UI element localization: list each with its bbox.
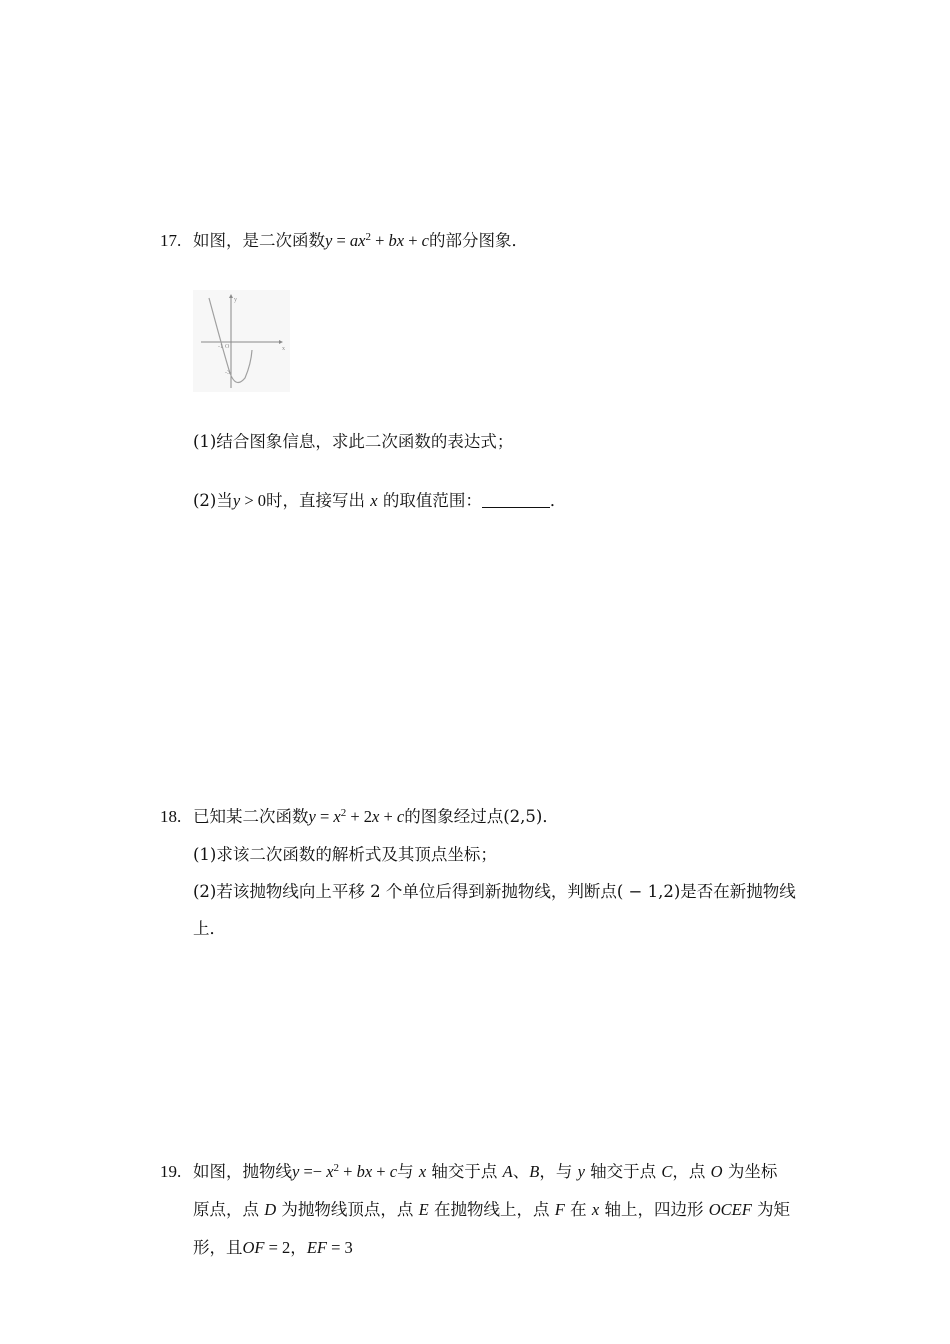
question-stem <box>193 230 528 252</box>
y-axis-label: y <box>234 297 237 303</box>
point-label: A <box>502 1162 513 1181</box>
x-axis-label: x <box>282 346 285 352</box>
question-number: 18. <box>160 807 182 826</box>
text: ，点 <box>672 1162 706 1181</box>
math-op: = 2， <box>264 1238 307 1257</box>
math-var: y <box>232 491 241 510</box>
math-term: c <box>421 231 429 250</box>
sub-question-2-cont: 上． <box>193 919 226 938</box>
text: 轴上，四边形 <box>604 1200 704 1219</box>
question-stem-line-2 <box>193 1199 790 1221</box>
text: 为坐标 <box>727 1162 778 1181</box>
math-var: c <box>396 807 405 826</box>
point-label: D <box>264 1200 277 1219</box>
math-exponent: 2 <box>365 231 371 243</box>
text: 原点，点 <box>193 1200 259 1219</box>
math-var: x <box>326 1162 334 1181</box>
point-label: C <box>661 1162 673 1181</box>
x-tick-label: -1 <box>218 344 223 350</box>
segment-label: OF <box>242 1238 265 1257</box>
text: 如图，抛物线 <box>193 1162 292 1181</box>
math-var: c <box>389 1162 398 1181</box>
math-op: + <box>339 1162 357 1181</box>
question-stem <box>193 806 559 828</box>
text: 轴交于点 <box>590 1162 657 1181</box>
point-label: F <box>554 1200 565 1219</box>
math-op: + <box>370 231 389 250</box>
stem-text: 的图象经过点(2,5)． <box>404 807 559 826</box>
sub-question-1: (1)求该二次函数的解析式及其顶点坐标； <box>193 845 497 864</box>
math-term: ax <box>349 231 366 250</box>
math-op: > 0 <box>240 491 267 510</box>
question-stem-line-1 <box>193 1161 777 1183</box>
sub-question-1: (1)结合图象信息，求此二次函数的表达式； <box>193 432 514 451</box>
math-term: bx <box>356 1162 373 1181</box>
math-op: = <box>332 231 350 250</box>
math-op: + <box>372 1162 390 1181</box>
question-stem-line-3 <box>193 1237 353 1259</box>
y-tick-label: -3 <box>225 370 230 376</box>
math-op: =− <box>299 1162 327 1181</box>
text: ． <box>549 491 567 510</box>
point-label: O <box>710 1162 723 1181</box>
text: (2)当 <box>193 491 233 510</box>
question-number: 19. <box>160 1162 182 1181</box>
math-op: = 3 <box>326 1238 353 1257</box>
text: 的取值范围： <box>382 491 482 510</box>
math-exponent: 2 <box>333 1162 340 1174</box>
math-var: x <box>591 1200 600 1219</box>
math-term: bx <box>388 231 405 250</box>
math-op: + <box>404 231 422 250</box>
text: 与 <box>397 1162 414 1181</box>
text: 形，且 <box>193 1238 243 1257</box>
text: 轴交于点 <box>431 1162 498 1181</box>
point-label: B <box>529 1162 540 1181</box>
math-op: + <box>379 807 397 826</box>
sub-question-2 <box>193 490 566 512</box>
text: 为抛物线顶点，点 <box>281 1200 414 1219</box>
stem-text: 的部分图象． <box>429 231 528 250</box>
parabola-figure <box>193 290 290 392</box>
math-var: x <box>333 807 341 826</box>
text: 在 <box>570 1200 587 1219</box>
math-var: y <box>325 231 333 250</box>
math-var: y <box>292 1162 300 1181</box>
math-op: = <box>315 807 334 826</box>
shape-label: OCEF <box>708 1200 752 1219</box>
math-var: x <box>370 491 378 510</box>
math-var: x <box>372 807 380 826</box>
math-var: x <box>418 1162 427 1181</box>
segment-label: EF <box>306 1238 327 1257</box>
text: 为矩 <box>757 1200 791 1219</box>
text: 在抛物线上，点 <box>434 1200 550 1219</box>
math-op: + 2 <box>346 807 373 826</box>
text: ，与 <box>539 1162 573 1181</box>
math-var: y <box>577 1162 585 1181</box>
point-label: E <box>418 1200 429 1219</box>
sub-question-2: (2)若该抛物线向上平移 2 个单位后得到新抛物线，判断点( − 1,2)是否在新抛物线 <box>193 882 796 901</box>
question-number: 17. <box>160 231 182 250</box>
stem-text: 如图，是二次函数 <box>193 231 325 250</box>
math-var: y <box>308 807 316 826</box>
stem-text: 已知某二次函数 <box>193 807 309 826</box>
math-exponent: 2 <box>340 807 347 819</box>
answer-blank[interactable] <box>482 493 550 508</box>
origin-label: O <box>225 344 230 350</box>
text: 、 <box>512 1162 530 1181</box>
text: 时，直接写出 <box>266 491 366 510</box>
